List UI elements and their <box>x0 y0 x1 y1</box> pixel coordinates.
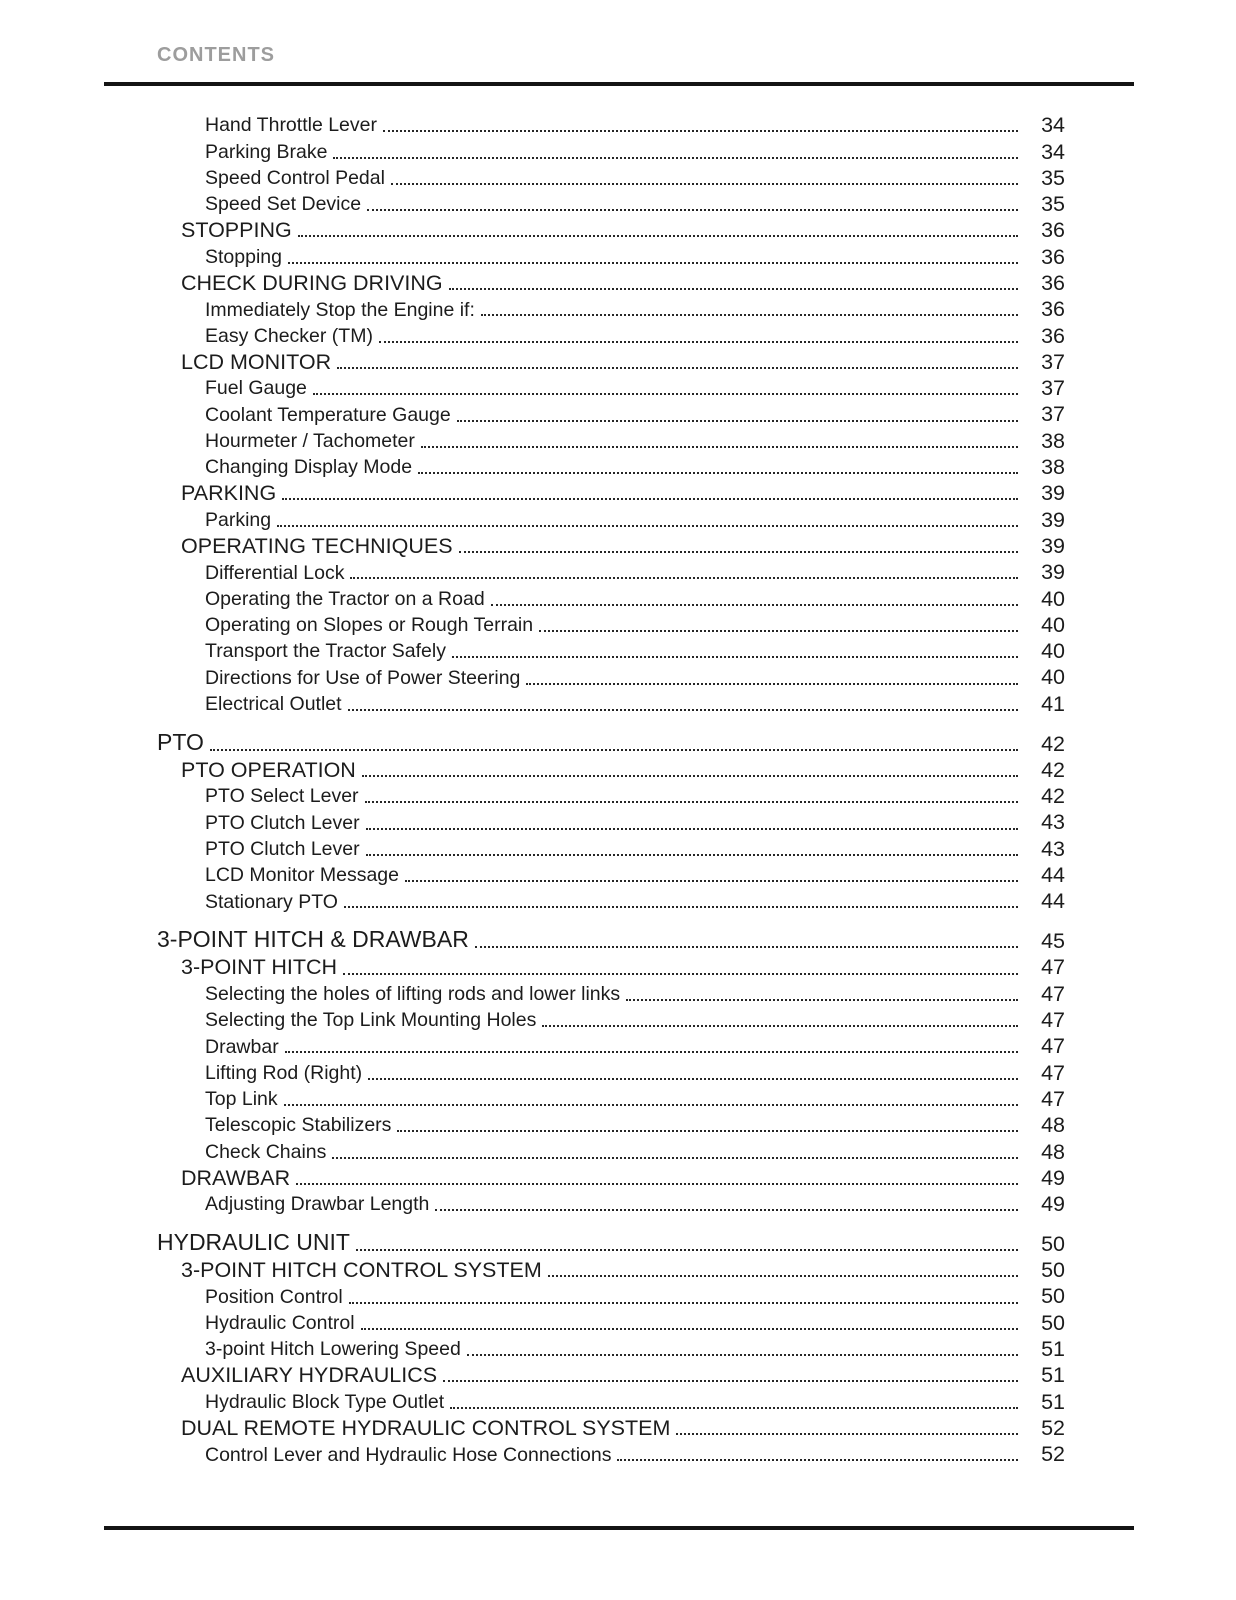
dot-leader <box>344 906 1018 908</box>
toc-entry <box>157 348 1065 374</box>
toc-entry-page-number: 39 <box>1041 481 1065 506</box>
toc-entry-title: Parking <box>205 508 272 531</box>
toc-entry-title: LCD MONITOR <box>181 349 332 374</box>
toc-entry-title: Hand Throttle Lever <box>205 114 377 137</box>
toc-entry-title: Speed Set Device <box>205 193 362 216</box>
dot-leader <box>350 577 1018 579</box>
toc-entry-page-number: 38 <box>1041 428 1065 453</box>
toc-entry-title: Speed Control Pedal <box>205 167 385 190</box>
dot-leader <box>349 1302 1018 1304</box>
toc-entry <box>157 1190 1065 1216</box>
toc-entry-title: Telescopic Stabilizers <box>205 1114 392 1137</box>
toc-entry <box>157 532 1065 558</box>
dot-leader <box>298 235 1018 237</box>
toc-entry-title: Hourmeter / Tachometer <box>205 430 415 453</box>
toc-entry <box>157 584 1065 610</box>
toc-entry <box>157 400 1065 426</box>
toc-entry-title: Easy Checker (TM) <box>205 324 373 347</box>
toc-entry <box>157 1414 1065 1440</box>
table-of-contents <box>157 111 1065 1466</box>
footer-divider <box>104 1526 1134 1530</box>
toc-entry-title: Operating on Slopes or Rough Terrain <box>205 614 534 637</box>
toc-entry <box>157 1309 1065 1335</box>
toc-entry <box>157 190 1065 216</box>
toc-entry-page-number: 47 <box>1041 981 1065 1006</box>
toc-entry-page-number: 44 <box>1041 863 1065 888</box>
toc-entry <box>157 111 1065 137</box>
toc-entry-page-number: 49 <box>1041 1192 1065 1217</box>
dot-leader <box>617 1459 1018 1461</box>
toc-entry-page-number: 39 <box>1041 533 1065 558</box>
dot-leader <box>288 262 1018 264</box>
toc-entry-title: PTO Clutch Lever <box>205 837 360 860</box>
toc-entry-page-number: 40 <box>1041 586 1065 611</box>
toc-entry-page-number: 51 <box>1041 1363 1065 1388</box>
toc-entry-page-number: 51 <box>1041 1337 1065 1362</box>
toc-entry-title: Selecting the holes of lifting rods and lower links <box>205 982 621 1005</box>
toc-entry-page-number: 47 <box>1041 1008 1065 1033</box>
dot-leader <box>348 709 1018 711</box>
toc-entry-page-number: 36 <box>1041 271 1065 295</box>
toc-entry-title: Stationary PTO <box>205 890 338 913</box>
toc-entry-title: Changing Display Mode <box>205 456 413 479</box>
toc-entry-page-number: 50 <box>1041 1258 1065 1283</box>
toc-entry-page-number: 45 <box>1041 929 1065 954</box>
toc-entry <box>157 453 1065 479</box>
toc-entry <box>157 558 1065 584</box>
dot-leader <box>379 341 1018 343</box>
dot-leader <box>313 393 1018 395</box>
dot-leader <box>343 973 1018 975</box>
toc-entry <box>157 137 1065 163</box>
toc-entry <box>157 808 1065 834</box>
dot-leader <box>450 1407 1018 1409</box>
toc-entry-title: LCD Monitor Message <box>205 864 399 887</box>
dot-leader <box>397 1130 1018 1132</box>
toc-entry-page-number: 51 <box>1041 1389 1065 1414</box>
dot-leader <box>284 1104 1018 1106</box>
toc-entry-page-number: 47 <box>1041 1060 1065 1085</box>
toc-entry-page-number: 43 <box>1041 810 1065 835</box>
toc-entry-title: Control Lever and Hydraulic Hose Connections <box>205 1443 612 1466</box>
toc-entry-title: Fuel Gauge <box>205 377 307 400</box>
toc-entry-page-number: 48 <box>1041 1113 1065 1138</box>
toc-entry-title: Operating the Tractor on a Road <box>205 587 485 610</box>
toc-entry-title: Directions for Use of Power Steering <box>205 666 521 689</box>
toc-entry <box>157 663 1065 689</box>
toc-entry-title: Stopping <box>205 245 282 268</box>
dot-leader <box>367 209 1018 211</box>
toc-entry-title: 3-POINT HITCH <box>181 955 338 980</box>
dot-leader <box>361 1328 1018 1330</box>
toc-entry <box>157 479 1065 505</box>
dot-leader <box>337 367 1018 369</box>
toc-entry <box>157 321 1065 347</box>
toc-entry-title: Hydraulic Block Type Outlet <box>205 1390 445 1413</box>
toc-entry-title: Differential Lock <box>205 561 345 584</box>
toc-entry <box>157 953 1065 979</box>
toc-entry <box>157 690 1065 716</box>
dot-leader <box>542 1025 1018 1027</box>
toc-entry <box>157 782 1065 808</box>
dot-leader <box>368 1078 1018 1080</box>
toc-entry <box>157 1111 1065 1137</box>
dot-leader <box>539 630 1018 632</box>
toc-entry <box>157 1256 1065 1282</box>
toc-entry-title: 3-point Hitch Lowering Speed <box>205 1338 461 1361</box>
toc-entry-page-number: 39 <box>1041 560 1065 585</box>
toc-entry-page-number: 44 <box>1041 889 1065 914</box>
toc-entry-page-number: 34 <box>1041 113 1065 138</box>
toc-entry-title: Drawbar <box>205 1035 279 1058</box>
dot-leader <box>210 749 1018 751</box>
toc-entry-page-number: 49 <box>1041 1165 1065 1190</box>
toc-entry-page-number: 39 <box>1041 507 1065 532</box>
toc-entry-page-number: 40 <box>1041 612 1065 637</box>
toc-entry-title: HYDRAULIC UNIT <box>157 1229 350 1256</box>
toc-entry-title: AUXILIARY HYDRAULICS <box>181 1363 438 1388</box>
toc-entry-title: Adjusting Drawbar Length <box>205 1193 430 1216</box>
dot-leader <box>277 525 1018 527</box>
toc-entry-page-number: 47 <box>1041 955 1065 980</box>
toc-entry <box>157 835 1065 861</box>
toc-entry <box>157 1282 1065 1308</box>
toc-entry-title: OPERATING TECHNIQUES <box>181 533 453 558</box>
toc-entry-page-number: 37 <box>1041 349 1065 374</box>
toc-entry-title: Transport the Tractor Safely <box>205 640 446 663</box>
toc-entry-title: DUAL REMOTE HYDRAULIC CONTROL SYSTEM <box>181 1415 671 1440</box>
toc-entry-page-number: 47 <box>1041 1034 1065 1059</box>
toc-entry-page-number: 41 <box>1041 691 1065 716</box>
toc-entry-page-number: 48 <box>1041 1139 1065 1164</box>
dot-leader <box>449 288 1018 290</box>
dot-leader <box>676 1433 1018 1435</box>
toc-entry-page-number: 35 <box>1041 165 1065 190</box>
dot-leader <box>443 1380 1018 1382</box>
toc-entry <box>157 1361 1065 1387</box>
toc-entry-page-number: 37 <box>1041 402 1065 427</box>
toc-entry-title: Electrical Outlet <box>205 693 342 715</box>
dot-leader <box>356 1249 1018 1251</box>
toc-entry-page-number: 50 <box>1041 1231 1065 1256</box>
toc-entry <box>157 374 1065 400</box>
header-divider <box>104 82 1134 86</box>
dot-leader <box>459 551 1018 553</box>
toc-entry-page-number: 37 <box>1041 376 1065 401</box>
toc-entry-page-number: 40 <box>1041 639 1065 664</box>
toc-entry <box>157 927 1065 953</box>
dot-leader <box>548 1275 1018 1277</box>
toc-entry <box>157 729 1065 755</box>
toc-entry-page-number: 36 <box>1041 297 1065 322</box>
toc-entry <box>157 637 1065 663</box>
toc-entry <box>157 1230 1065 1256</box>
dot-leader <box>366 828 1018 830</box>
dot-leader <box>285 1051 1018 1053</box>
toc-entry-title: CHECK DURING DRIVING <box>181 271 443 295</box>
toc-entry-page-number: 38 <box>1041 455 1065 480</box>
toc-entry-page-number: 42 <box>1041 757 1065 782</box>
toc-entry <box>157 887 1065 913</box>
toc-entry <box>157 164 1065 190</box>
toc-entry-page-number: 47 <box>1041 1086 1065 1111</box>
toc-entry-title: Selecting the Top Link Mounting Holes <box>205 1009 537 1032</box>
dot-leader <box>391 183 1018 185</box>
toc-entry-page-number: 52 <box>1041 1442 1065 1467</box>
toc-entry <box>157 1335 1065 1361</box>
dot-leader <box>405 880 1018 882</box>
toc-entry <box>157 1058 1065 1084</box>
dot-leader <box>481 314 1018 316</box>
toc-entry <box>157 295 1065 321</box>
dot-leader <box>421 446 1018 448</box>
dot-leader <box>366 854 1018 856</box>
toc-entry-title: Top Link <box>205 1088 278 1111</box>
toc-entry <box>157 861 1065 887</box>
toc-entry-title: PARKING <box>181 481 277 506</box>
dot-leader <box>332 1157 1018 1159</box>
dot-leader <box>282 498 1018 500</box>
dot-leader <box>452 656 1018 658</box>
toc-entry-title: Hydraulic Control <box>205 1312 355 1335</box>
toc-entry-page-number: 36 <box>1041 218 1065 243</box>
dot-leader <box>362 775 1018 777</box>
toc-entry-page-number: 43 <box>1041 836 1065 861</box>
toc-entry-title: PTO Select Lever <box>205 785 359 808</box>
toc-entry <box>157 1164 1065 1190</box>
dot-leader <box>467 1354 1018 1356</box>
toc-entry-page-number: 50 <box>1041 1310 1065 1335</box>
toc-entry-title: Immediately Stop the Engine if: <box>205 298 475 321</box>
toc-entry <box>157 269 1065 295</box>
toc-entry-page-number: 36 <box>1041 323 1065 348</box>
toc-entry <box>157 1387 1065 1413</box>
page-title: CONTENTS <box>157 44 275 66</box>
dot-leader <box>435 1209 1018 1211</box>
dot-leader <box>526 683 1018 685</box>
toc-entry <box>157 611 1065 637</box>
dot-leader <box>475 946 1018 948</box>
toc-entry-title: Coolant Temperature Gauge <box>205 403 451 426</box>
toc-entry-title: 3-POINT HITCH & DRAWBAR <box>157 926 469 953</box>
toc-entry <box>157 242 1065 268</box>
toc-entry-title: Parking Brake <box>205 140 328 163</box>
toc-entry <box>157 1006 1065 1032</box>
toc-entry <box>157 505 1065 531</box>
dot-leader <box>626 999 1018 1001</box>
toc-entry <box>157 1085 1065 1111</box>
dot-leader <box>418 472 1018 474</box>
toc-entry <box>157 216 1065 242</box>
dot-leader <box>333 157 1018 159</box>
toc-entry-page-number: 42 <box>1041 731 1065 756</box>
toc-entry-title: Lifting Rod (Right) <box>205 1061 363 1084</box>
toc-entry-title: PTO OPERATION <box>181 757 356 782</box>
toc-entry-page-number: 34 <box>1041 139 1065 164</box>
toc-entry-page-number: 36 <box>1041 244 1065 269</box>
toc-entry <box>157 980 1065 1006</box>
dot-leader <box>457 420 1018 422</box>
toc-entry-title: 3-POINT HITCH CONTROL SYSTEM <box>181 1258 542 1283</box>
dot-leader <box>296 1183 1018 1185</box>
toc-entry-title: Position Control <box>205 1285 343 1308</box>
toc-entry-page-number: 42 <box>1041 784 1065 809</box>
toc-entry <box>157 1440 1065 1466</box>
toc-entry <box>157 1032 1065 1058</box>
toc-entry-page-number: 35 <box>1041 192 1065 217</box>
toc-entry <box>157 756 1065 782</box>
toc-entry-title: Check Chains <box>205 1140 327 1163</box>
dot-leader <box>383 130 1018 132</box>
toc-entry-title: PTO <box>157 728 204 755</box>
dot-leader <box>491 604 1018 606</box>
toc-entry <box>157 1137 1065 1163</box>
toc-entry-title: DRAWBAR <box>181 1165 291 1190</box>
dot-leader <box>365 801 1018 803</box>
toc-entry-title: STOPPING <box>181 218 292 243</box>
toc-entry-page-number: 52 <box>1041 1415 1065 1440</box>
toc-entry-page-number: 40 <box>1041 665 1065 690</box>
toc-entry <box>157 427 1065 453</box>
toc-entry-page-number: 50 <box>1041 1284 1065 1309</box>
toc-entry-title: PTO Clutch Lever <box>205 811 360 834</box>
